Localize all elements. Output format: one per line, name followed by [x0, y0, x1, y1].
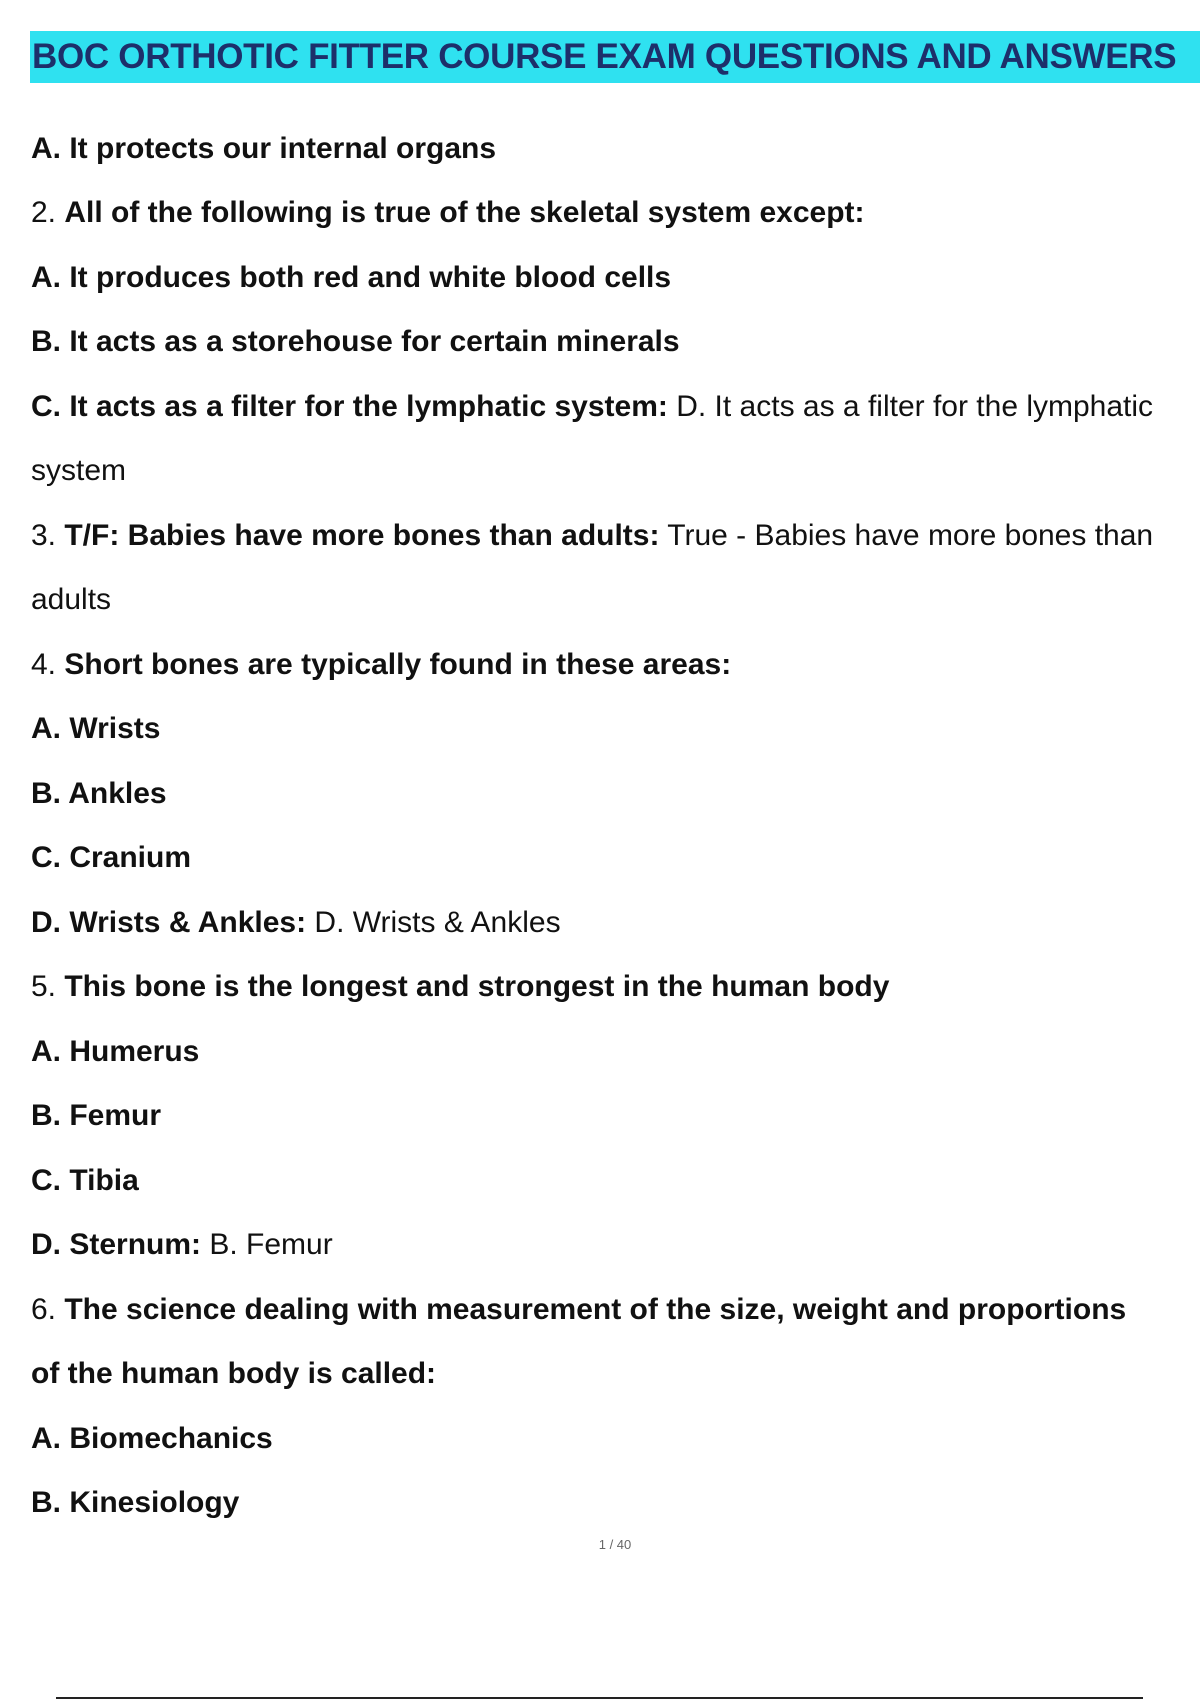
option-line: [31, 1419, 1196, 1459]
option-text: B. Ankles: [31, 777, 167, 810]
option-text: D. Wrists & Ankles:: [31, 906, 307, 939]
question-text: The science dealing with measurement of the size, weight and proportions: [64, 1293, 1127, 1326]
answer-text: D. Wrists & Ankles: [306, 906, 561, 939]
question-number: 5.: [31, 970, 65, 1003]
option-text: C. Tibia: [31, 1164, 139, 1197]
option-line: [31, 1032, 1196, 1072]
answer-text: A. It protects our internal organs: [31, 132, 497, 165]
answer-text: True - Babies have more bones than: [659, 519, 1154, 552]
document-title: BOC ORTHOTIC FITTER COURSE EXAM QUESTIONS AND ANSWERS: [32, 37, 1177, 76]
option-line: [31, 1096, 1196, 1136]
footer-divider: [56, 1697, 1143, 1699]
question-text: All of the following is true of the skeletal system except:: [64, 196, 865, 229]
option-text: B. It acts as a storehouse for certain minerals: [31, 325, 680, 358]
question-line: [31, 645, 1196, 685]
question-line: [31, 967, 1196, 1007]
option-line: [31, 322, 1196, 362]
option-line: [31, 258, 1196, 298]
option-line: [31, 1161, 1196, 1201]
question-number: 2.: [31, 196, 65, 229]
option-line: [31, 838, 1196, 878]
question-line: [31, 516, 1196, 556]
question-text: T/F: Babies have more bones than adults:: [64, 519, 660, 552]
title-banner: [30, 31, 1200, 83]
page-number: 1 / 40: [598, 1537, 632, 1552]
option-text: A. It produces both red and white blood cells: [31, 261, 672, 294]
question-text: of the human body is called:: [31, 1357, 437, 1390]
answer-text: D. It acts as a filter for the lymphatic: [667, 390, 1154, 423]
question-number: 6.: [31, 1293, 65, 1326]
option-text: B. Kinesiology: [31, 1486, 240, 1519]
question-text: Short bones are typically found in these areas:: [64, 648, 732, 681]
answer-continuation: [31, 580, 1196, 620]
option-text: C. Cranium: [31, 841, 192, 874]
option-line: [31, 903, 1196, 943]
answer-line: [31, 129, 1196, 169]
question-continuation: [31, 1354, 1196, 1394]
option-text: B. Femur: [31, 1099, 162, 1132]
answer-continuation: [31, 451, 1196, 491]
option-text: A. Biomechanics: [31, 1422, 273, 1455]
option-text: D. Sternum:: [31, 1228, 202, 1261]
option-text: A. Humerus: [31, 1035, 200, 1068]
option-text: A. Wrists: [31, 712, 161, 745]
answer-text: adults: [31, 583, 112, 616]
option-line: [31, 1225, 1196, 1265]
answer-text: B. Femur: [201, 1228, 333, 1261]
option-line: [31, 709, 1196, 749]
question-line: [31, 1290, 1196, 1330]
question-text: This bone is the longest and strongest in the human body: [64, 970, 890, 1003]
option-line: [31, 1483, 1196, 1523]
question-number: 4.: [31, 648, 65, 681]
option-line: [31, 387, 1196, 427]
question-number: 3.: [31, 519, 65, 552]
option-line: [31, 774, 1196, 814]
question-line: [31, 193, 1196, 233]
option-text: C. It acts as a filter for the lymphatic system:: [31, 390, 668, 423]
answer-text: system: [31, 454, 127, 487]
